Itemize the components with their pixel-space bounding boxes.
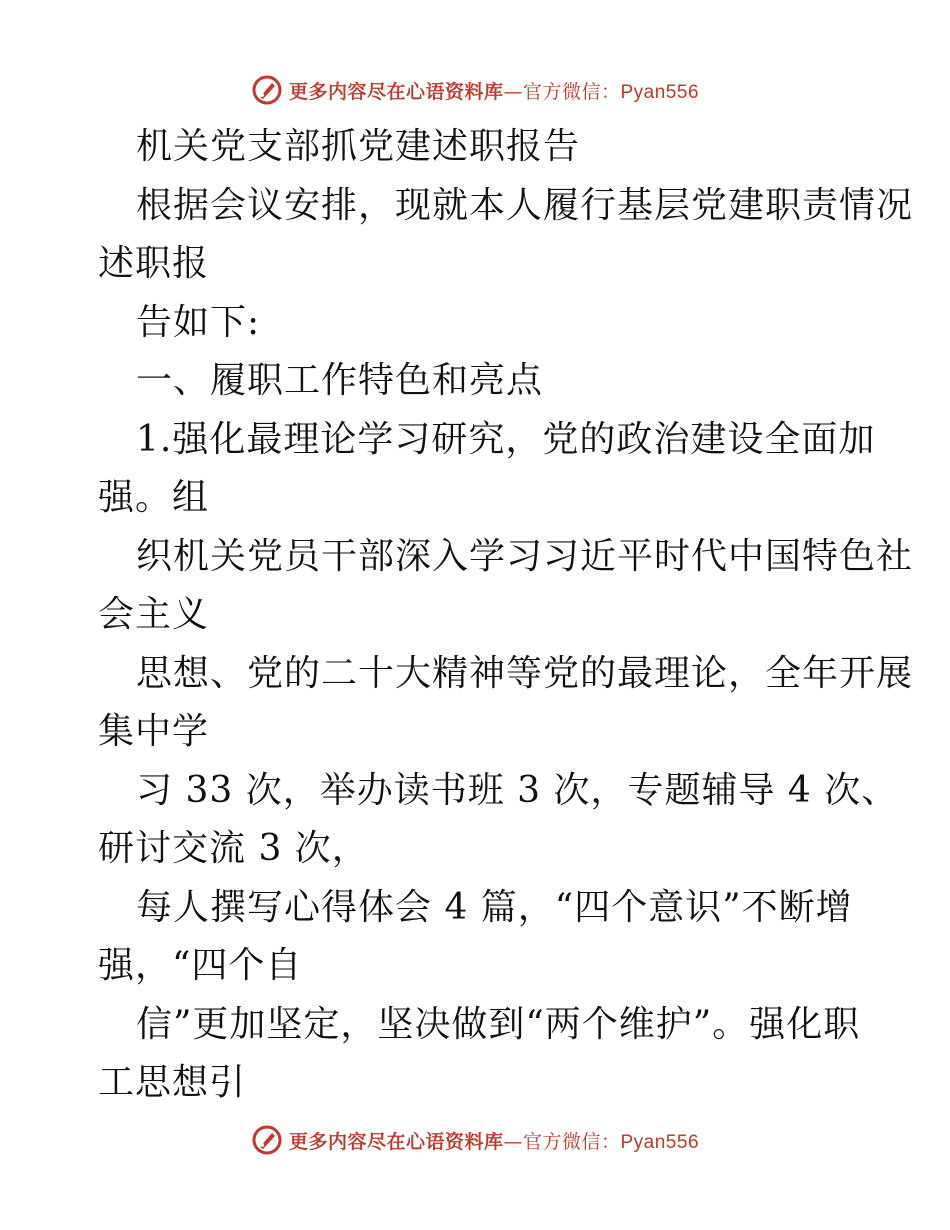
paragraph-line: 会主义 xyxy=(98,594,210,635)
pen-logo-icon xyxy=(251,74,283,106)
banner-dash: — xyxy=(503,1130,523,1153)
banner-wechat-label: 官方微信： xyxy=(522,1130,621,1153)
paragraph-line: 告如下: xyxy=(136,301,261,343)
paragraph-line: 习 33 次，举办读书班 3 次，专题辅导 4 次、 xyxy=(136,769,899,811)
pen-logo-icon xyxy=(251,1124,283,1156)
banner-wechat-id: Pyan556 xyxy=(620,81,700,103)
banner-dash: — xyxy=(503,80,523,103)
footer-banner xyxy=(0,1120,950,1160)
document-body xyxy=(98,118,914,1113)
paragraph-line: 思想、党的二十大精神等党的最理论，全年开展 xyxy=(136,652,914,694)
paragraph-line: 强。组 xyxy=(98,477,210,518)
banner-wechat-id: Pyan556 xyxy=(620,1131,700,1153)
paragraph-line: 每人撰写心得体会 4 篇，“四个意识”不断增 xyxy=(136,886,853,928)
header-banner xyxy=(0,70,950,110)
banner-lead-text: 更多内容尽在心语资料库 xyxy=(288,80,504,103)
paragraph-line: 强，“四个自 xyxy=(98,945,303,986)
document-title: 机关党支部抓党建述职报告 xyxy=(136,126,581,167)
banner-wechat-label: 官方微信： xyxy=(522,80,621,103)
paragraph-line: 信”更加坚定，坚决做到“两个维护”。强化职 xyxy=(136,1003,861,1045)
paragraph-line: 织机关党员干部深入学习习近平时代中国特色社 xyxy=(136,535,914,577)
section-heading: 一、履职工作特色和亮点 xyxy=(136,360,544,401)
paragraph-line: 集中学 xyxy=(98,711,210,752)
paragraph-line: 述职报 xyxy=(98,243,210,284)
banner-lead-text: 更多内容尽在心语资料库 xyxy=(288,1130,504,1153)
paragraph-line: 工思想引 xyxy=(98,1062,247,1103)
paragraph-line: 根据会议安排，现就本人履行基层党建职责情况 xyxy=(136,184,914,226)
paragraph-line: 1.强化最理论学习研究，党的政治建设全面加 xyxy=(136,418,876,460)
paragraph-line: 研讨交流 3 次， xyxy=(98,828,369,869)
